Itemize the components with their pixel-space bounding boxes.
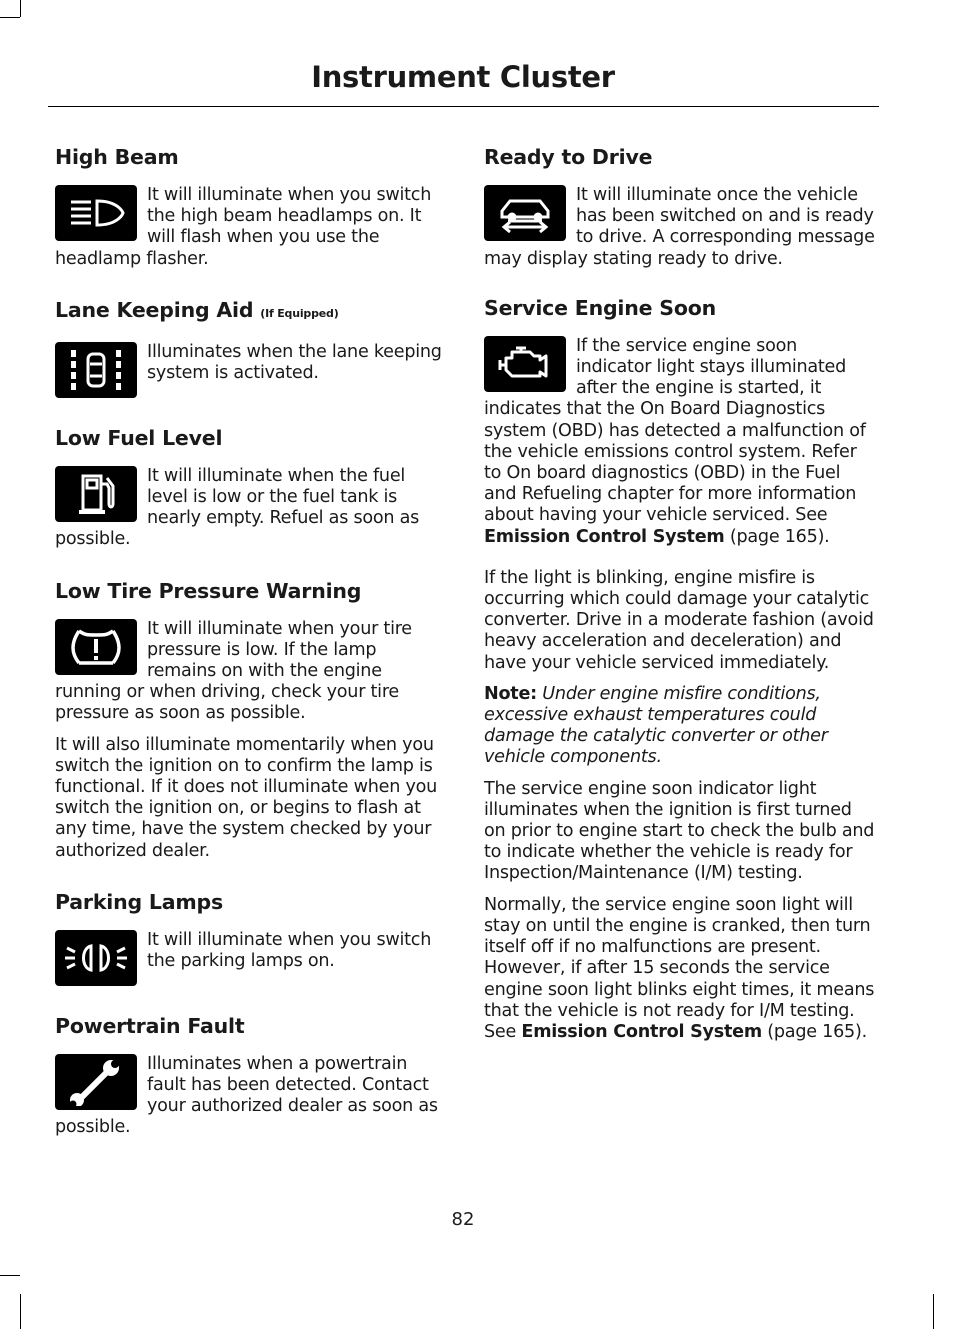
section-heading — [55, 424, 447, 452]
section-heading — [55, 143, 447, 171]
lane-keeping-icon — [55, 342, 137, 398]
ses-text: If the service engine soon indicator light stays illuminated after the engine is started, it indicates that the On Board Diagnostics system (OBD) has detected a malfunction of the vehicle emissions control system. Refer to On board diagnostics (OBD) in the Fuel and Refueling chapter for more information about having your vehicle serviced. See — [484, 335, 866, 526]
crop-mark — [0, 17, 20, 18]
crop-mark — [20, 0, 21, 17]
section-text: It will illuminate when you switch the parking lamps on. — [147, 929, 432, 972]
blink-text: If the light is blinking, engine misfire is occurring which could damage your catalytic converter. Drive in a moderate fashion (avoid heavy acceleration and deceleration) and have your vehicle serviced immediately. — [484, 567, 874, 673]
section-text: It will illuminate when the fuel level is low or the fuel tank is nearly empty. Refuel as soon as possible. — [55, 465, 420, 550]
heading-note: (If Equipped) — [260, 306, 339, 320]
right-column — [484, 143, 876, 1043]
normal-text-body: Normally, the service engine soon light will stay on until the engine is cranked, then turn itself off if no malfunctions are present. However, if after 15 seconds the service engine soon light blinks eight times, it means that the vehicle is not ready for I/M testing. See — [484, 894, 875, 1042]
section-heading — [55, 888, 447, 916]
section-high-beam — [55, 143, 447, 296]
heading-text: Ready to Drive — [484, 145, 653, 169]
parking-lamps-icon — [55, 930, 137, 986]
heading-text: Service Engine Soon — [484, 295, 717, 320]
page-ref: (page 165). — [724, 526, 830, 547]
emission-control-link[interactable]: Emission Control System — [484, 526, 725, 547]
section-powertrain-fault — [55, 1012, 447, 1139]
normal-text — [484, 895, 876, 1043]
section-lane-keeping — [55, 296, 447, 424]
bulb-text: The service engine soon indicator light illuminates when the ignition is first turned on prior to engine start to check the bulb and to indicate whether the vehicle is ready for Inspection/Maintenance (I/M) testing. — [484, 778, 875, 884]
fuel-pump-icon — [55, 466, 137, 522]
header-rule — [48, 106, 879, 107]
section-heading — [55, 296, 447, 328]
section-text: It will illuminate once the vehicle has been switched on and is ready to drive. A corresponding message may display stating ready to drive. — [484, 185, 875, 269]
section-low-fuel — [55, 424, 447, 577]
section-parking-lamps — [55, 888, 447, 1012]
emission-control-link[interactable]: Emission Control System — [521, 1021, 762, 1042]
section-heading — [484, 143, 876, 171]
high-beam-icon — [55, 185, 137, 241]
section-text: Illuminates when the lane keeping system is activated. — [147, 341, 442, 384]
page-title: Instrument Cluster — [311, 60, 615, 94]
section-ready-to-drive — [484, 143, 876, 294]
section-heading — [484, 294, 876, 322]
note-text: Under engine misfire conditions, excessive exhaust temperatures could damage the catalytic converter or other vehicle components. — [484, 683, 828, 768]
heading-text: Low Tire Pressure Warning — [55, 578, 362, 603]
crop-mark — [933, 1294, 934, 1329]
section-text-extra: It will also illuminate momentarily when you switch the ignition on to confirm the lamp is functional. If it does not illuminate when you switch the ignition on, or begins to flash at any time, have the system checked by your authorized dealer. — [55, 734, 438, 861]
note — [484, 684, 876, 769]
section-text: It will illuminate when your tire pressure is low. If the lamp remains on with the engine running or when driving, check your tire pressure as soon as possible. — [55, 618, 412, 724]
section-text: Illuminates when a powertrain fault has been detected. Contact your authorized dealer as soon as possible. — [55, 1053, 438, 1138]
page-number: 82 — [451, 1209, 475, 1230]
section-text: It will illuminate when you switch the high beam headlamps on. It will flash when you use the headlamp flasher. — [55, 185, 432, 269]
left-column — [55, 143, 447, 1139]
heading-text: Powertrain Fault — [55, 1013, 245, 1038]
page-ref: (page 165). — [761, 1021, 867, 1042]
tire-pressure-icon — [55, 619, 137, 675]
section-service-engine-soon — [484, 294, 876, 1043]
crop-mark — [20, 1294, 21, 1329]
heading-text: Low Fuel Level — [55, 425, 223, 450]
section-heading — [55, 1012, 447, 1040]
ready-to-drive-icon — [484, 185, 566, 241]
engine-icon — [484, 336, 566, 392]
heading-text: Lane Keeping Aid — [55, 297, 254, 322]
note-label: Note: — [484, 683, 537, 704]
crop-mark — [0, 1275, 20, 1276]
heading-text: High Beam — [55, 145, 179, 169]
wrench-icon — [55, 1054, 137, 1110]
section-heading — [55, 577, 447, 605]
heading-text: Parking Lamps — [55, 889, 224, 914]
section-tire-pressure — [55, 577, 447, 888]
